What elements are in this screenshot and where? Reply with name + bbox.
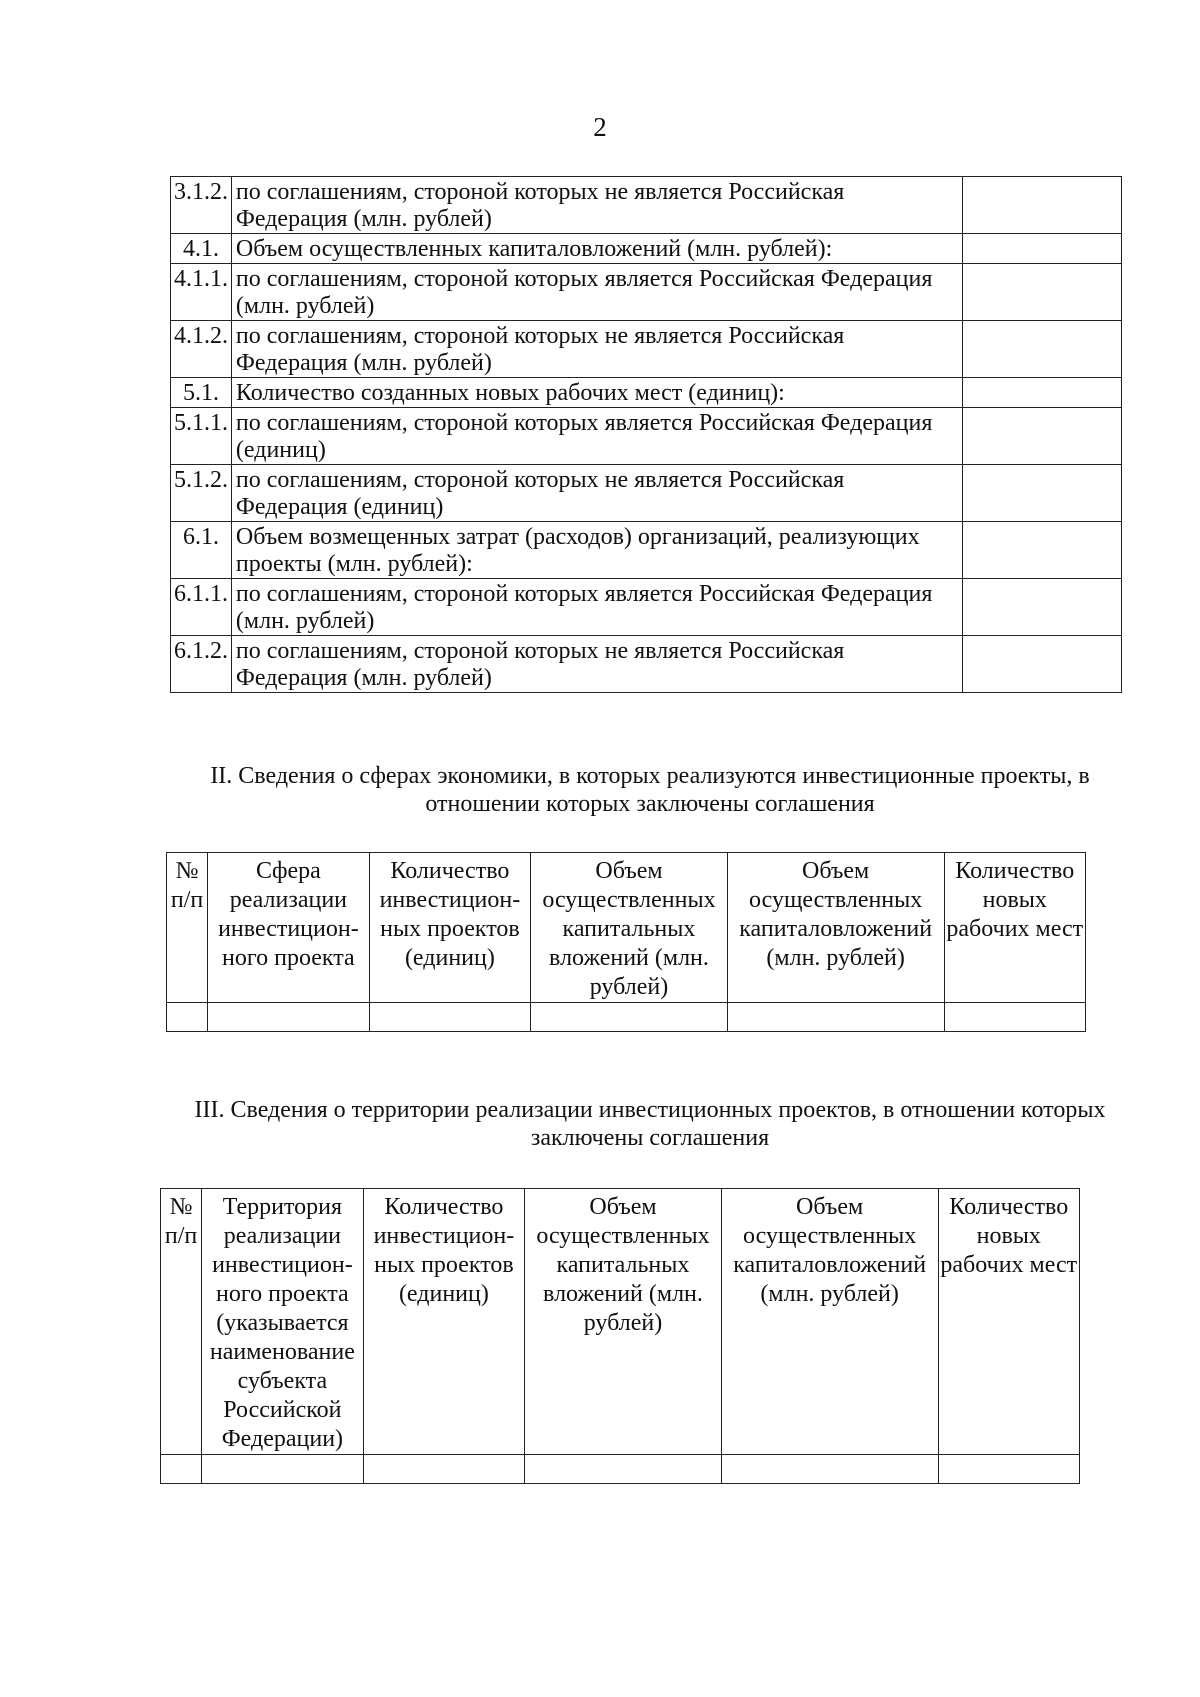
table-header-row [161,1189,1080,1455]
row-description: по соглашениям, стороной которых не является Российская Федерация (млн. рублей) [231,321,962,378]
row-number: 4.1.2. [171,321,232,378]
value-cell [963,234,1122,264]
column-header-territory: Территория реализации инвестицион-ного проекта (указывается наименование субъекта Российской Федерации) [202,1189,364,1455]
table-row [171,264,1122,321]
value-cell [963,177,1122,234]
empty-cell [369,1003,531,1032]
value-cell [963,408,1122,465]
row-description: по соглашениям, стороной которых не является Российская Федерация (млн. рублей) [231,177,962,234]
indicators-table [170,176,1122,693]
table-header-row [167,853,1086,1003]
column-header-capital-investments: Объем осуществленных капитальных вложений (млн. рублей) [531,853,728,1003]
table-row [171,177,1122,234]
table-row [171,234,1122,264]
column-header-capital-placements: Объем осуществленных капиталовложений (млн. рублей) [727,853,944,1003]
column-header-project-count: Количество инвестицион-ных проектов (единиц) [369,853,531,1003]
empty-cell [938,1455,1080,1484]
section-3-heading: III. Сведения о территории реализации инвестиционных проектов, в отношении которых заключены соглашения [194,1097,1106,1151]
table-row [171,636,1122,693]
column-header-new-jobs: Количество новых рабочих мест [938,1189,1080,1455]
value-cell [963,579,1122,636]
row-description: Количество созданных новых рабочих мест (единиц): [231,378,962,408]
row-number: 5.1.1. [171,408,232,465]
value-cell [963,465,1122,522]
column-header-number: № п/п [161,1189,202,1455]
row-description: по соглашениям, стороной которых не является Российская Федерация (млн. рублей) [231,636,962,693]
column-header-capital-investments: Объем осуществленных капитальных вложений (млн. рублей) [525,1189,722,1455]
empty-cell [161,1455,202,1484]
table-row [171,579,1122,636]
column-header-sphere: Сфера реализации инвестицион-ного проекта [208,853,370,1003]
value-cell [963,522,1122,579]
value-cell [963,321,1122,378]
column-header-capital-placements: Объем осуществленных капиталовложений (млн. рублей) [721,1189,938,1455]
row-description: Объем осуществленных капиталовложений (млн. рублей): [231,234,962,264]
table-row [171,378,1122,408]
row-number: 6.1.2. [171,636,232,693]
row-description: по соглашениям, стороной которых является Российская Федерация (млн. рублей) [231,264,962,321]
row-description: по соглашениям, стороной которых является Российская Федерация (млн. рублей) [231,579,962,636]
row-number: 5.1. [171,378,232,408]
row-number: 6.1. [171,522,232,579]
territory-table [160,1188,1080,1484]
row-number: 6.1.1. [171,579,232,636]
empty-cell [202,1455,364,1484]
row-number: 5.1.2. [171,465,232,522]
column-header-project-count: Количество инвестицион-ных проектов (единиц) [363,1189,525,1455]
empty-cell [721,1455,938,1484]
table-row [171,522,1122,579]
empty-cell [531,1003,728,1032]
table-row [171,465,1122,522]
row-description: Объем возмещенных затрат (расходов) организаций, реализующих проекты (млн. рублей): [231,522,962,579]
row-number: 3.1.2. [171,177,232,234]
value-cell [963,378,1122,408]
empty-cell [727,1003,944,1032]
column-header-new-jobs: Количество новых рабочих мест [944,853,1086,1003]
economy-spheres-table [166,852,1086,1032]
empty-cell [525,1455,722,1484]
empty-cell [363,1455,525,1484]
page-number: 2 [593,112,607,142]
empty-cell [167,1003,208,1032]
value-cell [963,264,1122,321]
row-number: 4.1.1. [171,264,232,321]
empty-cell [208,1003,370,1032]
section-2-heading: II. Сведения о сферах экономики, в которых реализуются инвестиционные проекты, в отношении которых заключены соглашения [210,763,1090,817]
empty-cell [944,1003,1086,1032]
row-description: по соглашениям, стороной которых не является Российская Федерация (единиц) [231,465,962,522]
table-row [171,408,1122,465]
column-header-number: № п/п [167,853,208,1003]
table-row [161,1455,1080,1484]
row-description: по соглашениям, стороной которых является Российская Федерация (единиц) [231,408,962,465]
row-number: 4.1. [171,234,232,264]
value-cell [963,636,1122,693]
table-row [171,321,1122,378]
table-row [167,1003,1086,1032]
